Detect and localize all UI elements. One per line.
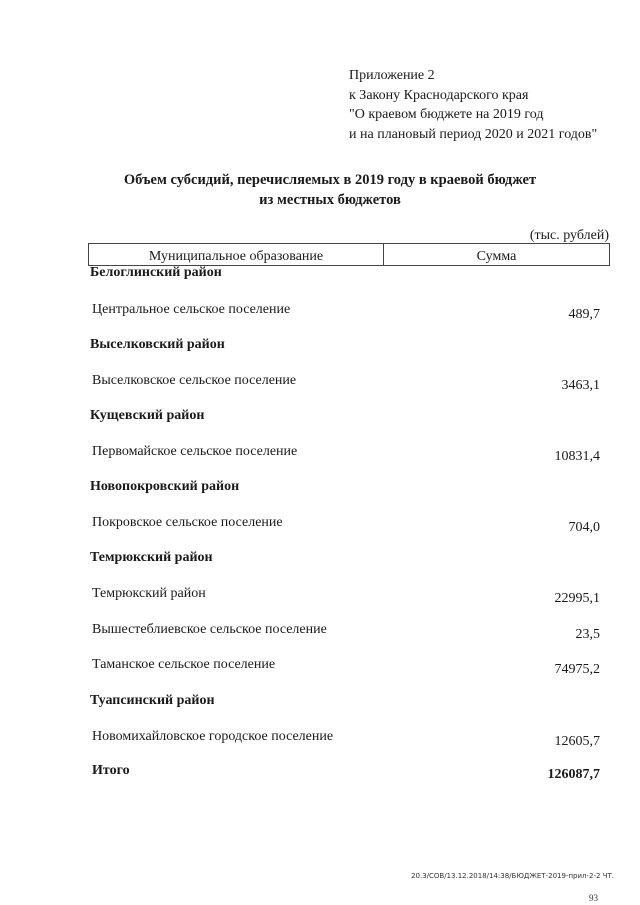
settlement-amount: 704,0 <box>568 520 600 535</box>
settlement-amount: 12605,7 <box>554 734 600 749</box>
settlement-name: Первомайское сельское поселение <box>92 444 298 459</box>
settlement-amount: 23,5 <box>575 627 600 642</box>
district-name: Темрюкский район <box>90 550 213 565</box>
settlement-name: Центральное сельское поселение <box>92 302 291 317</box>
district-name: Белоглинский район <box>90 265 222 280</box>
page-number: 93 <box>589 893 598 903</box>
district-name: Выселковский район <box>90 337 225 352</box>
appendix-line: и на плановый период 2020 и 2021 годов" <box>349 126 598 142</box>
appendix-line: к Закону Краснодарского края <box>349 87 529 103</box>
header-amount: Сумма <box>476 249 517 264</box>
title-line-2: из местных бюджетов <box>259 192 401 208</box>
settlement-amount: 489,7 <box>568 307 600 322</box>
header-municipality: Муниципальное образование <box>89 244 384 265</box>
total-amount: 126087,7 <box>547 767 600 782</box>
appendix-line: Приложение 2 <box>349 68 435 83</box>
settlement-amount: 3463,1 <box>561 378 600 393</box>
settlement-amount: 74975,2 <box>554 662 600 677</box>
settlement-name: Новомихайловское городское поселение <box>92 729 334 744</box>
district-name: Новопокровский район <box>90 479 240 494</box>
footer-code: 20.3/СОВ/13.12.2018/14:38/БЮДЖЕТ-2019-прил-2-2 ЧТ. <box>411 872 614 880</box>
settlement-name: Вышестеблиевское сельское поселение <box>92 622 327 637</box>
document-title <box>60 170 600 210</box>
units-label: (тыс. рублей) <box>529 228 609 243</box>
settlement-amount: 10831,4 <box>554 449 600 464</box>
title-line-1: Объем субсидий, перечисляемых в 2019 году в краевой бюджет <box>123 172 537 188</box>
settlement-name: Темрюкский район <box>92 586 206 601</box>
total-label: Итого <box>92 763 130 778</box>
settlement-name: Таманское сельское поселение <box>92 657 276 672</box>
settlement-name: Выселковское сельское поселение <box>92 373 297 388</box>
table-header <box>88 243 610 266</box>
appendix-line: "О краевом бюджете на 2019 год <box>349 107 544 122</box>
district-name: Туапсинский район <box>90 693 215 708</box>
settlement-amount: 22995,1 <box>554 591 600 606</box>
district-name: Кущевский район <box>90 408 205 423</box>
appendix-block <box>349 66 619 144</box>
settlement-name: Покровское сельское поселение <box>92 515 283 530</box>
